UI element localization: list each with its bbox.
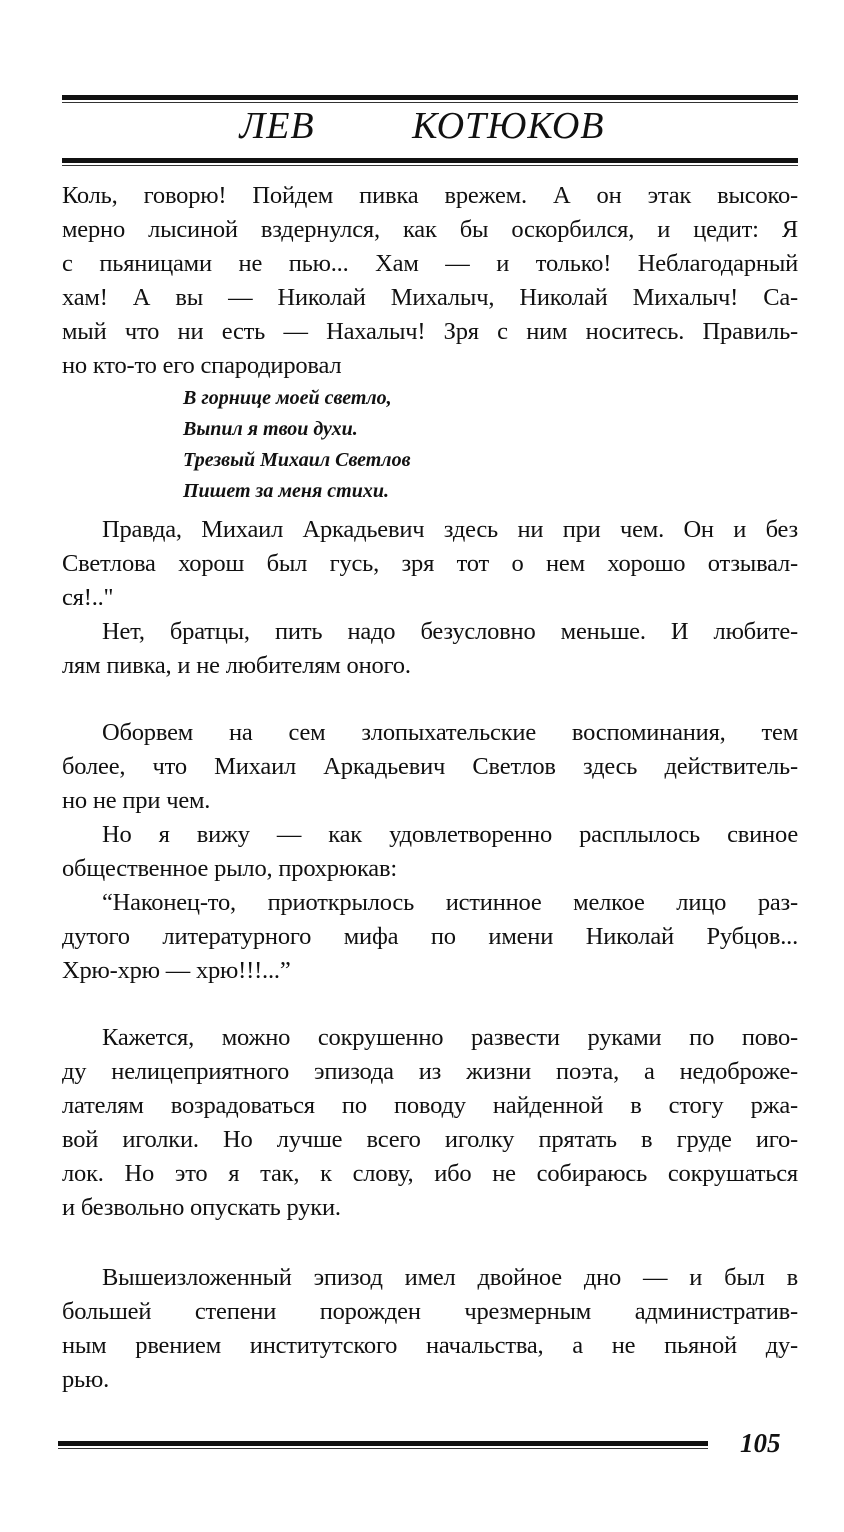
paragraph-8 bbox=[62, 1261, 798, 1397]
paragraph-1 bbox=[62, 179, 798, 383]
text-line: Коль, говорю! Пойдем пивка врежем. А он этак высоко- bbox=[62, 182, 798, 209]
text-line: Вышеизложенный эпизод имел двойное дно — и был в bbox=[102, 1264, 798, 1291]
text-line: мый что ни есть — Нахалыч! Зря с ним носитесь. Правиль- bbox=[62, 318, 798, 345]
text-line: лям пивка, и не любителям оного. bbox=[62, 652, 411, 679]
paragraph-7 bbox=[62, 1021, 798, 1225]
text-line: и безвольно опускать руки. bbox=[62, 1194, 341, 1221]
poem-line: В горнице моей светло, bbox=[183, 387, 392, 409]
text-line: Кажется, можно сокрушенно развести руками по пово- bbox=[102, 1024, 798, 1051]
text-line: ся!.." bbox=[62, 584, 114, 611]
text-line: но кто-то его спародировал bbox=[62, 352, 342, 379]
text-line: мерно лысиной вздернулся, как бы оскорбился, и цедит: Я bbox=[62, 216, 798, 243]
text-line: дутого литературного мифа по имени Николай Рубцов... bbox=[62, 923, 798, 950]
footer-rule-inner bbox=[58, 1448, 708, 1449]
footer-rule bbox=[58, 1441, 708, 1446]
running-header-author: ЛЕВ КОТЮКОВ bbox=[239, 105, 605, 147]
text-line: ным рвением институтского начальства, а не пьяной ду- bbox=[62, 1332, 798, 1359]
text-line: хам! А вы — Николай Михалыч, Николай Михалыч! Са- bbox=[62, 284, 798, 311]
text-line: вой иголки. Но лучше всего иголку прятать в груде иго- bbox=[62, 1126, 798, 1153]
text-line: Нет, братцы, пить надо безусловно меньше. И любите- bbox=[102, 618, 798, 645]
text-line: Но я вижу — как удовлетворенно расплылось свиное bbox=[102, 821, 798, 848]
paragraph-5 bbox=[62, 818, 798, 886]
paragraph-6 bbox=[62, 886, 798, 988]
text-line: лателям возрадоваться по поводу найденной в стогу ржа- bbox=[62, 1092, 798, 1119]
text-line: с пьяницами не пью... Хам — и только! Неблагодарный bbox=[62, 250, 798, 277]
text-line: но не при чем. bbox=[62, 787, 211, 814]
text-line: Хрю-хрю — хрю!!!...” bbox=[62, 957, 291, 984]
paragraph-4 bbox=[62, 716, 798, 818]
header-bottom-rule bbox=[62, 158, 798, 163]
text-line: Светлова хорош был гусь, зря тот о нем хорошо отзывал- bbox=[62, 550, 798, 577]
text-line: рью. bbox=[62, 1366, 110, 1393]
paragraph-2 bbox=[62, 513, 798, 615]
paragraph-3 bbox=[62, 615, 798, 683]
text-line: ду нелицеприятного эпизода из жизни поэта, а недоброже- bbox=[62, 1058, 798, 1085]
text-line: Оборвем на сем злопыхательские воспоминания, тем bbox=[102, 719, 798, 746]
page-number: 105 bbox=[740, 1428, 781, 1458]
poem-quote bbox=[183, 383, 411, 507]
text-line: более, что Михаил Аркадьевич Светлов здесь действитель- bbox=[62, 753, 798, 780]
text-line: “Наконец-то, приоткрылось истинное мелкое лицо раз- bbox=[102, 889, 798, 916]
poem-line: Трезвый Михаил Светлов bbox=[183, 449, 411, 471]
header-top-rule bbox=[62, 95, 798, 100]
text-line: общественное рыло, прохрюкав: bbox=[62, 855, 397, 882]
poem-line: Пишет за меня стихи. bbox=[183, 480, 389, 502]
poem-line: Выпил я твои духи. bbox=[183, 418, 358, 440]
text-line: лок. Но это я так, к слову, ибо не собираюсь сокрушаться bbox=[62, 1160, 798, 1187]
text-line: Правда, Михаил Аркадьевич здесь ни при чем. Он и без bbox=[102, 516, 798, 543]
header-bottom-rule-inner bbox=[62, 165, 798, 166]
text-line: большей степени порожден чрезмерным административ- bbox=[62, 1298, 798, 1325]
